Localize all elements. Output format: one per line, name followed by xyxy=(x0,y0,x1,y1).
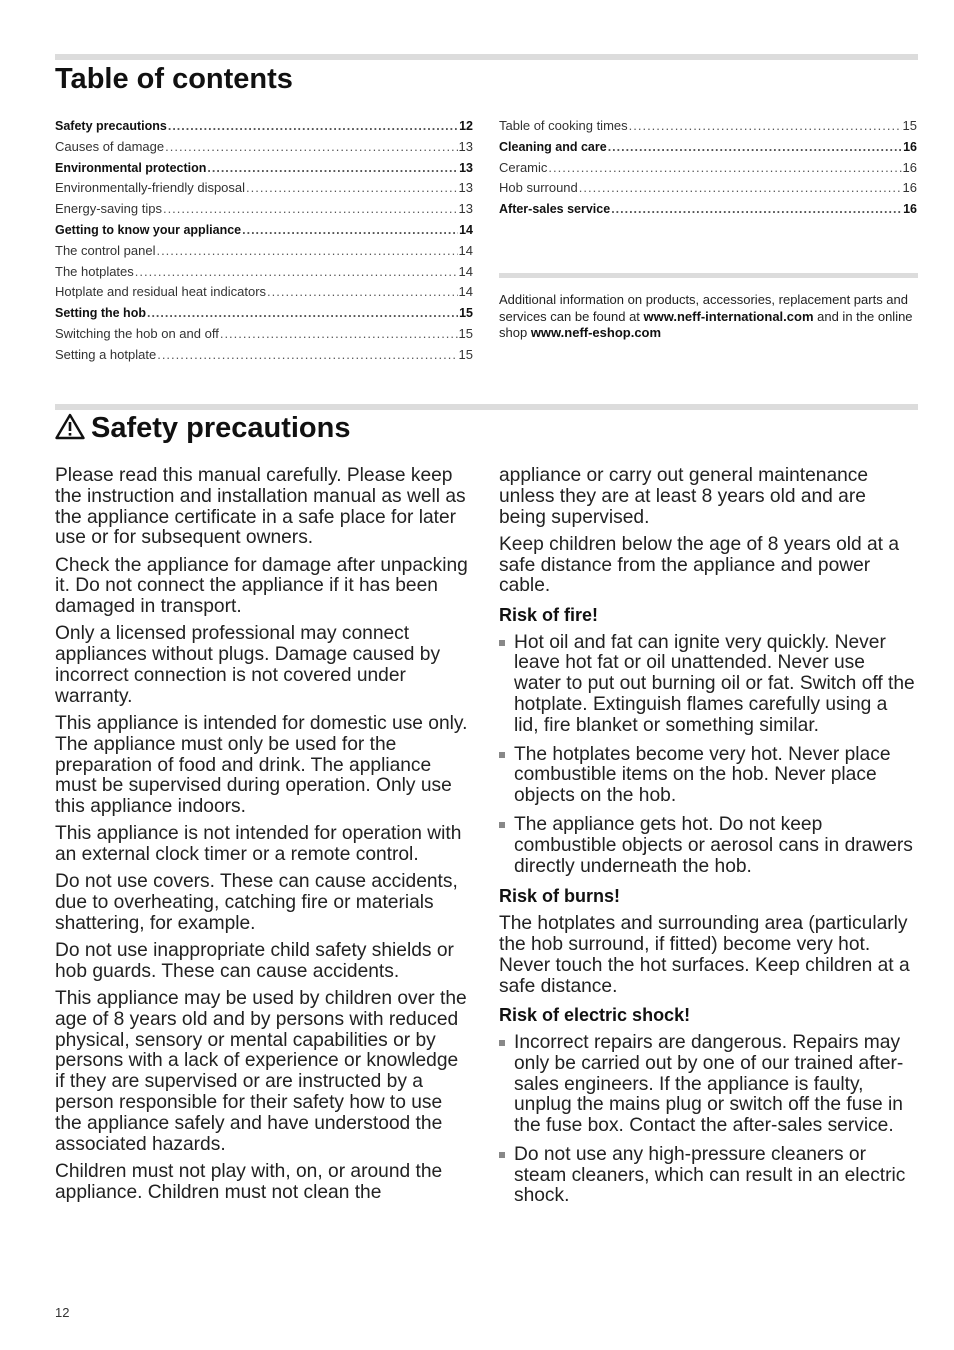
toc-entry[interactable] xyxy=(55,345,473,366)
toc-entry-label: After-sales service xyxy=(499,202,611,217)
toc-entry-page: 13 xyxy=(458,138,473,154)
toc-entry-label: Setting the hob xyxy=(55,306,146,321)
toc-leader-dots xyxy=(168,116,458,137)
toc-entry-label: Table of cooking times xyxy=(499,118,628,133)
toc-entry-page: 16 xyxy=(902,159,917,175)
safety-paragraph: appliance or carry out general maintenance unless they are at least 8 years old and are being supervised. xyxy=(499,465,869,528)
toc-entry[interactable] xyxy=(55,262,473,283)
safety-paragraph: Children must not play with, on, or around the appliance. Children must not clean the xyxy=(55,1160,443,1203)
burns-heading: Risk of burns! xyxy=(499,886,621,907)
toc-entry-page: 14 xyxy=(458,263,473,279)
toc-entry[interactable] xyxy=(55,158,473,179)
shock-list xyxy=(499,1033,915,1207)
burns-text: The hotplates and surrounding area (particularly the hob surround, if fitted) become very hot. Never touch the hot surfaces. Keep children at a safe distance. xyxy=(499,913,910,997)
toc-leader-dots xyxy=(246,178,458,199)
toc-entry[interactable] xyxy=(55,220,473,241)
toc-entry[interactable] xyxy=(55,324,473,345)
safety-right-column xyxy=(499,466,915,1215)
additional-info-text2: and in the online shop xyxy=(499,308,913,340)
toc-entry-page: 15 xyxy=(459,306,473,321)
toc-entry[interactable] xyxy=(55,116,473,137)
toc-entry-label: Hotplate and residual heat indicators xyxy=(55,284,267,300)
toc-entry-page: 15 xyxy=(902,118,917,133)
toc-entry-page: 14 xyxy=(458,284,473,300)
safety-paragraph: Check the appliance for damage after unpacking it. Do not connect the appliance if it has been damaged in transport. xyxy=(55,554,468,618)
toc-entry-label: Hob surround xyxy=(499,180,578,196)
toc-leader-dots xyxy=(135,262,458,283)
toc-leader-dots xyxy=(165,137,457,158)
toc-leader-dots xyxy=(611,199,902,220)
toc-leader-dots xyxy=(157,345,457,366)
toc-entry-label: Environmental protection xyxy=(55,160,207,175)
bullet-item: The hotplates become very hot. Never place combustible items on the hob. Never place objects on the hob. xyxy=(499,745,915,807)
toc-leader-dots xyxy=(629,116,902,137)
page-number: 12 xyxy=(55,1305,70,1320)
toc-entry[interactable] xyxy=(499,199,917,220)
warning-triangle-icon xyxy=(55,413,85,448)
safety-paragraph: Do not use covers. These can cause accidents, due to overheating, catching fire or materials shattering, for example. xyxy=(55,871,458,934)
toc-entry-page: 15 xyxy=(458,346,473,362)
bullet-item: Do not use any high-pressure cleaners or steam cleaners, which can result in an electric shock. xyxy=(499,1145,915,1207)
toc-leader-dots xyxy=(548,158,901,179)
toc-entry-label: Causes of damage xyxy=(55,138,165,154)
toc-entry-page: 16 xyxy=(903,139,917,154)
toc-entry[interactable] xyxy=(55,199,473,220)
safety-paragraph: This appliance may be used by children over the age of 8 years old and by persons with reduced physical, sensory or mental capabilities or by persons with a lack of experience or knowledge if they are supervised or are instructed by a person responsible for their safety how to use the appliance safely and have understood the associated hazards. xyxy=(55,988,467,1155)
toc-leader-dots xyxy=(267,282,458,303)
bullet-item: The appliance gets hot. Do not keep combustible objects or aerosol cans in drawers directly underneath the hob. xyxy=(499,815,915,877)
toc-entry-label: Cleaning and care xyxy=(499,139,607,154)
toc-entry[interactable] xyxy=(55,178,473,199)
additional-info xyxy=(499,292,914,342)
additional-info-text1: Additional information on products, accessories, replacement parts and services can be found at xyxy=(499,292,908,324)
toc-leader-dots xyxy=(608,137,902,158)
safety-title-text: Safety precautions xyxy=(91,412,351,444)
toc-entry[interactable] xyxy=(499,116,917,137)
right-intro xyxy=(499,466,915,597)
toc-entry-label: Ceramic xyxy=(499,159,548,175)
section-divider xyxy=(55,404,918,410)
fire-heading: Risk of fire! xyxy=(499,604,599,625)
info-divider xyxy=(499,273,918,278)
toc-entry-label: Environmentally-friendly disposal xyxy=(55,180,246,196)
toc-entry-label: The control panel xyxy=(55,242,156,258)
safety-paragraph: Keep children below the age of 8 years old at a safe distance from the appliance and power cable. xyxy=(499,533,900,597)
toc-entry-label: Setting a hotplate xyxy=(55,346,157,362)
toc-entry[interactable] xyxy=(499,178,917,199)
safety-title xyxy=(55,411,350,448)
toc-entry-page: 13 xyxy=(459,160,473,175)
toc-leader-dots xyxy=(207,158,458,179)
toc-entry-label: Getting to know your appliance xyxy=(55,222,242,237)
toc-entry[interactable] xyxy=(55,241,473,262)
safety-paragraph: Only a licensed professional may connect appliances without plugs. Damage caused by incorrect connection is not covered under warranty. xyxy=(55,623,441,707)
safety-paragraph: This appliance is not intended for operation with an external clock timer or a remote control. xyxy=(55,823,462,866)
toc-entry-page: 14 xyxy=(459,222,473,237)
top-divider xyxy=(55,54,918,60)
toc-title: Table of contents xyxy=(55,63,293,95)
toc-entry[interactable] xyxy=(499,137,917,158)
toc-entry-page: 14 xyxy=(458,242,473,258)
safety-paragraph: Do not use inappropriate child safety shields or hob guards. These can cause accidents. xyxy=(55,940,454,982)
website-link[interactable]: www.neff-international.com xyxy=(643,308,814,324)
safety-left-column xyxy=(55,466,471,1210)
toc-entry-page: 16 xyxy=(902,180,917,196)
toc-entry[interactable] xyxy=(499,158,917,179)
toc-leader-dots xyxy=(220,324,458,345)
toc-entry-page: 13 xyxy=(458,201,473,217)
safety-paragraph: This appliance is intended for domestic use only. The appliance must only be used for the preparation of food and drink. The appliance must be supervised during operation. Only use this appliance indoors. xyxy=(55,712,468,818)
toc-entry[interactable] xyxy=(55,303,473,324)
bullet-item: Hot oil and fat can ignite very quickly. Never leave hot fat or oil unattended. Never use water to put out burning oil or fat. Switch off the hotplate. Extinguish flames carefully using a lid, fire blanket or something similar. xyxy=(499,633,915,737)
toc-entry-page: 12 xyxy=(459,119,473,133)
bullet-item: Incorrect repairs are dangerous. Repairs may only be carried out by one of our trained after-sales engineers. If the appliance is faulty, unplug the mains plug or switch off the fuse in the fuse box. Contact the after-sales service. xyxy=(499,1033,915,1137)
toc-entry-page: 15 xyxy=(458,325,473,341)
toc-leader-dots xyxy=(163,199,458,220)
toc-entry-label: Safety precautions xyxy=(55,119,167,133)
fire-list xyxy=(499,633,915,878)
toc-entry-label: Energy-saving tips xyxy=(55,201,162,217)
toc-entry[interactable] xyxy=(55,137,473,158)
toc-entry-label: The hotplates xyxy=(55,263,134,279)
safety-paragraph: Please read this manual carefully. Please keep the instruction and installation manual as well as the appliance certificate in a safe place for later use or for subsequent owners. xyxy=(55,465,466,549)
toc-right-column xyxy=(499,116,917,220)
shock-heading: Risk of electric shock! xyxy=(499,1004,691,1025)
toc-entry[interactable] xyxy=(55,282,473,303)
toc-entry-page: 13 xyxy=(458,180,473,196)
toc-left-column xyxy=(55,116,473,366)
toc-entry-page: 16 xyxy=(903,202,917,217)
toc-leader-dots xyxy=(156,241,457,262)
toc-leader-dots xyxy=(579,178,902,199)
eshop-link[interactable]: www.neff-eshop.com xyxy=(530,325,662,340)
toc-entry-label: Switching the hob on and off xyxy=(55,325,219,341)
toc-leader-dots xyxy=(242,220,458,241)
toc-leader-dots xyxy=(147,303,458,324)
